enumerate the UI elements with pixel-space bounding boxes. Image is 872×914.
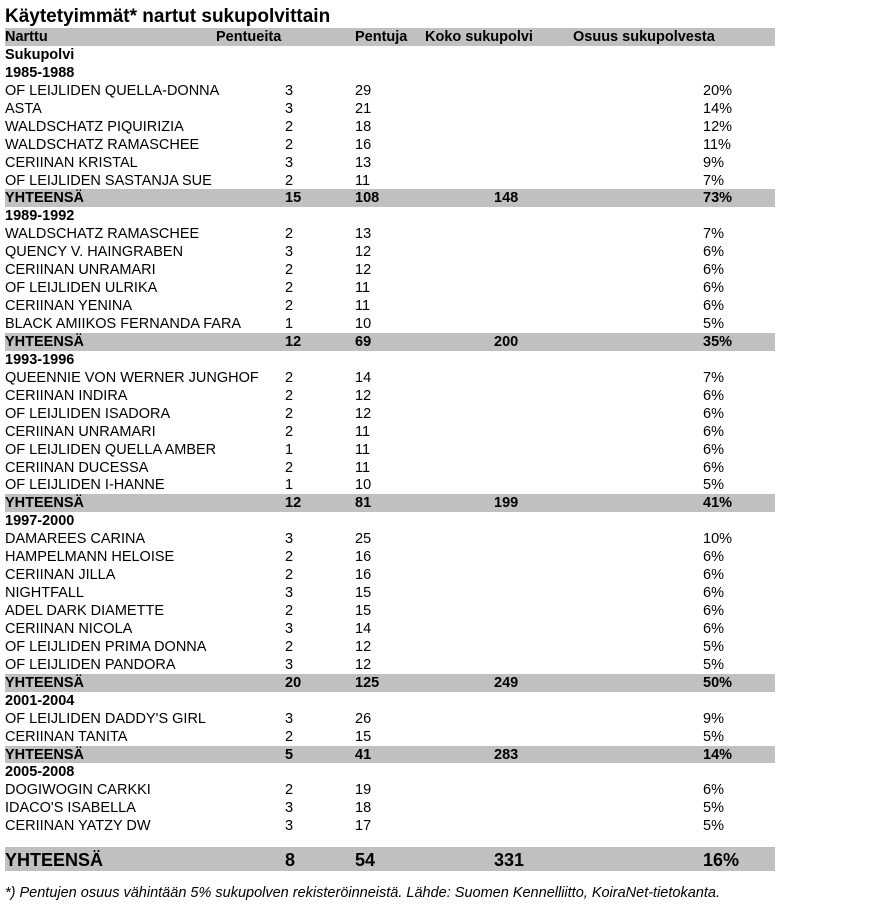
pentuja-value: 12 bbox=[355, 244, 372, 261]
osuus-value: 7% bbox=[703, 172, 724, 189]
pentueita-value: 3 bbox=[285, 531, 294, 548]
period-heading-row bbox=[5, 692, 775, 710]
subtotal-label: YHTEENSÄ bbox=[5, 333, 84, 350]
table-row bbox=[5, 728, 775, 746]
pentueita-value: 1 bbox=[285, 477, 294, 494]
pentuja-value: 11 bbox=[355, 298, 371, 315]
pentuja-value: 17 bbox=[355, 818, 372, 835]
osuus-value: 7% bbox=[703, 226, 724, 243]
subtotal-osuus: 14% bbox=[703, 746, 733, 763]
osuus-value: 10% bbox=[703, 531, 733, 548]
pentuja-value: 19 bbox=[355, 782, 372, 799]
period-heading-row bbox=[5, 512, 775, 530]
osuus-value: 6% bbox=[703, 585, 724, 602]
subtotal-koko: 199 bbox=[494, 495, 519, 512]
pentuja-value: 10 bbox=[355, 316, 372, 332]
table-row bbox=[5, 710, 775, 728]
osuus-value: 6% bbox=[703, 405, 724, 422]
dog-name: OF LEIJLIDEN QUELLA-DONNA bbox=[5, 82, 220, 99]
header-osuus: Osuus sukupolvesta bbox=[573, 29, 715, 45]
subtotal-pentuja: 41 bbox=[355, 746, 372, 763]
period-label: 2001-2004 bbox=[5, 692, 75, 709]
dog-name: ASTA bbox=[5, 100, 42, 117]
pentuja-value: 25 bbox=[355, 531, 372, 548]
grand-total-koko: 331 bbox=[494, 850, 525, 871]
pentuja-value: 13 bbox=[355, 154, 372, 171]
dog-name: DAMAREES CARINA bbox=[5, 531, 146, 548]
osuus-value: 6% bbox=[703, 567, 724, 584]
sukupolvi-label-row bbox=[5, 46, 775, 64]
column-header-row bbox=[5, 28, 775, 46]
pentuja-value: 14 bbox=[355, 369, 372, 386]
pentuja-value: 16 bbox=[355, 549, 372, 566]
generation-groups bbox=[5, 64, 775, 835]
osuus-value: 6% bbox=[703, 620, 724, 637]
dog-name: OF LEIJLIDEN PRIMA DONNA bbox=[5, 638, 207, 655]
subtotal-pentueita: 12 bbox=[285, 333, 302, 350]
table-row bbox=[5, 548, 775, 566]
dog-name: CERIINAN INDIRA bbox=[5, 387, 128, 404]
table-row bbox=[5, 423, 775, 441]
header-koko-sukupolvi: Koko sukupolvi bbox=[425, 29, 533, 45]
subtotal-pentuja: 81 bbox=[355, 495, 372, 512]
table-row bbox=[5, 225, 775, 243]
dog-name: OF LEIJLIDEN ISADORA bbox=[5, 405, 171, 422]
pentueita-value: 3 bbox=[285, 620, 294, 637]
pentuja-value: 21 bbox=[355, 100, 372, 117]
dog-name: HAMPELMANN HELOISE bbox=[5, 549, 175, 566]
subtotal-pentuja: 125 bbox=[355, 674, 380, 691]
osuus-value: 7% bbox=[703, 369, 724, 386]
pentueita-value: 2 bbox=[285, 638, 294, 655]
table-row bbox=[5, 638, 775, 656]
pentuja-value: 16 bbox=[355, 136, 372, 153]
pentueita-value: 3 bbox=[285, 100, 294, 117]
dog-name: CERIINAN JILLA bbox=[5, 567, 116, 584]
pentuja-value: 16 bbox=[355, 567, 372, 584]
pentueita-value: 2 bbox=[285, 298, 294, 315]
table-row bbox=[5, 297, 775, 315]
dog-name: OF LEIJLIDEN SASTANJA SUE bbox=[5, 172, 212, 189]
pentueita-value: 2 bbox=[285, 369, 294, 386]
dog-name: OF LEIJLIDEN DADDY'S GIRL bbox=[5, 710, 206, 727]
page-title: Käytetyimmät* nartut sukupolvittain bbox=[5, 6, 331, 27]
table-row bbox=[5, 459, 775, 477]
osuus-value: 6% bbox=[703, 280, 724, 297]
dog-name: WALDSCHATZ PIQUIRIZIA bbox=[5, 118, 184, 135]
osuus-value: 11% bbox=[703, 136, 731, 153]
table-row bbox=[5, 243, 775, 261]
subtotal-koko: 283 bbox=[494, 746, 519, 763]
period-label: 1989-1992 bbox=[5, 208, 75, 225]
pentueita-value: 2 bbox=[285, 387, 294, 404]
subtotal-label: YHTEENSÄ bbox=[5, 674, 84, 691]
pentuja-value: 11 bbox=[355, 172, 371, 189]
pentueita-value: 2 bbox=[285, 118, 294, 135]
osuus-value: 5% bbox=[703, 477, 724, 494]
pentuja-value: 18 bbox=[355, 800, 372, 817]
pentuja-value: 13 bbox=[355, 226, 372, 243]
table-row bbox=[5, 441, 775, 459]
pentueita-value: 2 bbox=[285, 262, 294, 279]
osuus-value: 6% bbox=[703, 298, 724, 315]
pentuja-value: 26 bbox=[355, 710, 372, 727]
dog-name: CERIINAN YATZY DW bbox=[5, 818, 151, 835]
subtotal-osuus: 41% bbox=[703, 495, 733, 512]
grand-total-osuus: 16% bbox=[703, 850, 740, 871]
pentuja-value: 11 bbox=[355, 423, 371, 440]
table-row bbox=[5, 118, 775, 136]
pentuja-value: 12 bbox=[355, 638, 372, 655]
header-pentueita: Pentueita bbox=[216, 29, 282, 45]
pentueita-value: 2 bbox=[285, 603, 294, 619]
osuus-value: 6% bbox=[703, 603, 724, 619]
dog-name: ADEL DARK DIAMETTE bbox=[5, 603, 164, 619]
sukupolvi-label: Sukupolvi bbox=[5, 46, 75, 63]
subtotal-pentueita: 12 bbox=[285, 495, 302, 512]
period-label: 1997-2000 bbox=[5, 513, 75, 530]
pentueita-value: 1 bbox=[285, 316, 294, 332]
grand-total-label: YHTEENSÄ bbox=[5, 850, 104, 871]
period-label: 1993-1996 bbox=[5, 351, 75, 368]
pentueita-value: 2 bbox=[285, 459, 294, 476]
table-row bbox=[5, 261, 775, 279]
dog-name: WALDSCHATZ RAMASCHEE bbox=[5, 226, 200, 243]
subtotal-pentueita: 5 bbox=[285, 746, 294, 763]
subtotal-pentuja: 108 bbox=[355, 190, 380, 207]
subtotal-row bbox=[5, 189, 775, 207]
subtotal-pentueita: 20 bbox=[285, 674, 302, 691]
subtotal-label: YHTEENSÄ bbox=[5, 190, 84, 207]
dog-name: IDACO'S ISABELLA bbox=[5, 800, 136, 817]
dog-name: CERIINAN DUCESSA bbox=[5, 459, 149, 476]
osuus-value: 6% bbox=[703, 387, 724, 404]
pentuja-value: 29 bbox=[355, 82, 372, 99]
osuus-value: 20% bbox=[703, 82, 733, 99]
pentueita-value: 3 bbox=[285, 244, 294, 261]
osuus-value: 5% bbox=[703, 656, 724, 673]
subtotal-label: YHTEENSÄ bbox=[5, 746, 84, 763]
osuus-value: 5% bbox=[703, 316, 724, 332]
dog-name: CERIINAN UNRAMARI bbox=[5, 262, 156, 279]
pentueita-value: 2 bbox=[285, 280, 294, 297]
grand-total-pentueita: 8 bbox=[285, 850, 296, 871]
footnote: *) Pentujen osuus vähintään 5% sukupolven rekisteröinneistä. Lähde: Suomen Kennelliitto, KoiraNet-tietokanta. bbox=[5, 885, 720, 901]
pentuja-value: 14 bbox=[355, 620, 372, 637]
header-narttu: Narttu bbox=[5, 29, 48, 45]
period-heading-row bbox=[5, 64, 775, 82]
table-row bbox=[5, 620, 775, 638]
pentueita-value: 2 bbox=[285, 423, 294, 440]
period-heading-row bbox=[5, 763, 775, 781]
table-row bbox=[5, 566, 775, 584]
table-row bbox=[5, 154, 775, 172]
osuus-value: 6% bbox=[703, 459, 724, 476]
table-row bbox=[5, 82, 775, 100]
pentueita-value: 2 bbox=[285, 782, 294, 799]
pentueita-value: 2 bbox=[285, 226, 294, 243]
osuus-value: 9% bbox=[703, 154, 724, 171]
dog-name: CERIINAN UNRAMARI bbox=[5, 423, 156, 440]
subtotal-pentuja: 69 bbox=[355, 333, 372, 350]
dog-name: QUEENNIE VON WERNER JUNGHOF bbox=[5, 369, 259, 386]
pentueita-value: 3 bbox=[285, 82, 294, 99]
dog-name: CERIINAN KRISTAL bbox=[5, 154, 138, 171]
osuus-value: 5% bbox=[703, 818, 724, 835]
pentuja-value: 11 bbox=[355, 459, 371, 476]
pentueita-value: 3 bbox=[285, 818, 294, 835]
dog-name: BLACK AMIIKOS FERNANDA FARA bbox=[5, 316, 242, 332]
table-row bbox=[5, 530, 775, 548]
osuus-value: 6% bbox=[703, 549, 724, 566]
osuus-value: 9% bbox=[703, 710, 724, 727]
subtotal-osuus: 50% bbox=[703, 674, 733, 691]
table-row bbox=[5, 172, 775, 190]
pentuja-value: 12 bbox=[355, 656, 372, 673]
grand-total-pentuja: 54 bbox=[355, 850, 376, 871]
pentueita-value: 3 bbox=[285, 585, 294, 602]
table-row bbox=[5, 136, 775, 154]
table-row bbox=[5, 781, 775, 799]
table-row bbox=[5, 656, 775, 674]
pentuja-value: 15 bbox=[355, 728, 372, 745]
dog-name: CERIINAN TANITA bbox=[5, 728, 128, 745]
osuus-value: 12% bbox=[703, 118, 733, 135]
subtotal-label: YHTEENSÄ bbox=[5, 495, 84, 512]
dog-name: OF LEIJLIDEN QUELLA AMBER bbox=[5, 441, 217, 458]
osuus-value: 6% bbox=[703, 423, 724, 440]
pentueita-value: 2 bbox=[285, 728, 294, 745]
table-row bbox=[5, 100, 775, 118]
osuus-value: 6% bbox=[703, 262, 724, 279]
pentueita-value: 2 bbox=[285, 172, 294, 189]
subtotal-row bbox=[5, 494, 775, 512]
table-row bbox=[5, 369, 775, 387]
pentuja-value: 18 bbox=[355, 118, 372, 135]
header-pentuja: Pentuja bbox=[355, 29, 408, 45]
pentueita-value: 3 bbox=[285, 800, 294, 817]
dog-name: DOGIWOGIN CARKKI bbox=[5, 782, 151, 799]
osuus-value: 14% bbox=[703, 100, 733, 117]
pentuja-value: 11 bbox=[355, 280, 371, 297]
table-row bbox=[5, 584, 775, 602]
subtotal-koko: 148 bbox=[494, 190, 519, 207]
dog-name: OF LEIJLIDEN I-HANNE bbox=[5, 477, 165, 494]
pentueita-value: 1 bbox=[285, 441, 294, 458]
table-row bbox=[5, 799, 775, 817]
pentuja-value: 10 bbox=[355, 477, 372, 494]
period-label: 2005-2008 bbox=[5, 764, 75, 781]
pentuja-value: 12 bbox=[355, 387, 372, 404]
table-row bbox=[5, 315, 775, 333]
dog-name: CERIINAN YENINA bbox=[5, 298, 133, 315]
dog-name: OF LEIJLIDEN ULRIKA bbox=[5, 280, 158, 297]
osuus-value: 5% bbox=[703, 800, 724, 817]
dog-name: WALDSCHATZ RAMASCHEE bbox=[5, 136, 200, 153]
report-table bbox=[5, 6, 775, 871]
subtotal-osuus: 35% bbox=[703, 333, 733, 350]
subtotal-row bbox=[5, 674, 775, 692]
table-row bbox=[5, 817, 775, 835]
table-row bbox=[5, 405, 775, 423]
table-row bbox=[5, 602, 775, 620]
period-heading-row bbox=[5, 351, 775, 369]
table-row bbox=[5, 279, 775, 297]
table-row bbox=[5, 476, 775, 494]
pentueita-value: 2 bbox=[285, 136, 294, 153]
osuus-value: 5% bbox=[703, 728, 724, 745]
subtotal-row bbox=[5, 746, 775, 764]
dog-name: NIGHTFALL bbox=[5, 585, 84, 602]
pentuja-value: 15 bbox=[355, 585, 372, 602]
pentuja-value: 15 bbox=[355, 603, 372, 619]
osuus-value: 6% bbox=[703, 244, 724, 261]
pentueita-value: 2 bbox=[285, 549, 294, 566]
spacer bbox=[5, 835, 775, 847]
pentueita-value: 3 bbox=[285, 656, 294, 673]
period-label: 1985-1988 bbox=[5, 64, 75, 81]
pentuja-value: 11 bbox=[355, 441, 371, 458]
pentueita-value: 2 bbox=[285, 567, 294, 584]
subtotal-row bbox=[5, 333, 775, 351]
grand-total-row bbox=[5, 847, 775, 871]
dog-name: OF LEIJLIDEN PANDORA bbox=[5, 656, 176, 673]
osuus-value: 6% bbox=[703, 441, 724, 458]
pentueita-value: 3 bbox=[285, 710, 294, 727]
subtotal-koko: 249 bbox=[494, 674, 519, 691]
pentueita-value: 2 bbox=[285, 405, 294, 422]
pentueita-value: 3 bbox=[285, 154, 294, 171]
subtotal-pentueita: 15 bbox=[285, 190, 302, 207]
table-row bbox=[5, 387, 775, 405]
pentuja-value: 12 bbox=[355, 262, 372, 279]
subtotal-osuus: 73% bbox=[703, 190, 733, 207]
osuus-value: 6% bbox=[703, 782, 724, 799]
osuus-value: 5% bbox=[703, 638, 724, 655]
dog-name: CERIINAN NICOLA bbox=[5, 620, 133, 637]
period-heading-row bbox=[5, 207, 775, 225]
dog-name: QUENCY V. HAINGRABEN bbox=[5, 244, 184, 261]
subtotal-koko: 200 bbox=[494, 333, 519, 350]
pentuja-value: 12 bbox=[355, 405, 372, 422]
